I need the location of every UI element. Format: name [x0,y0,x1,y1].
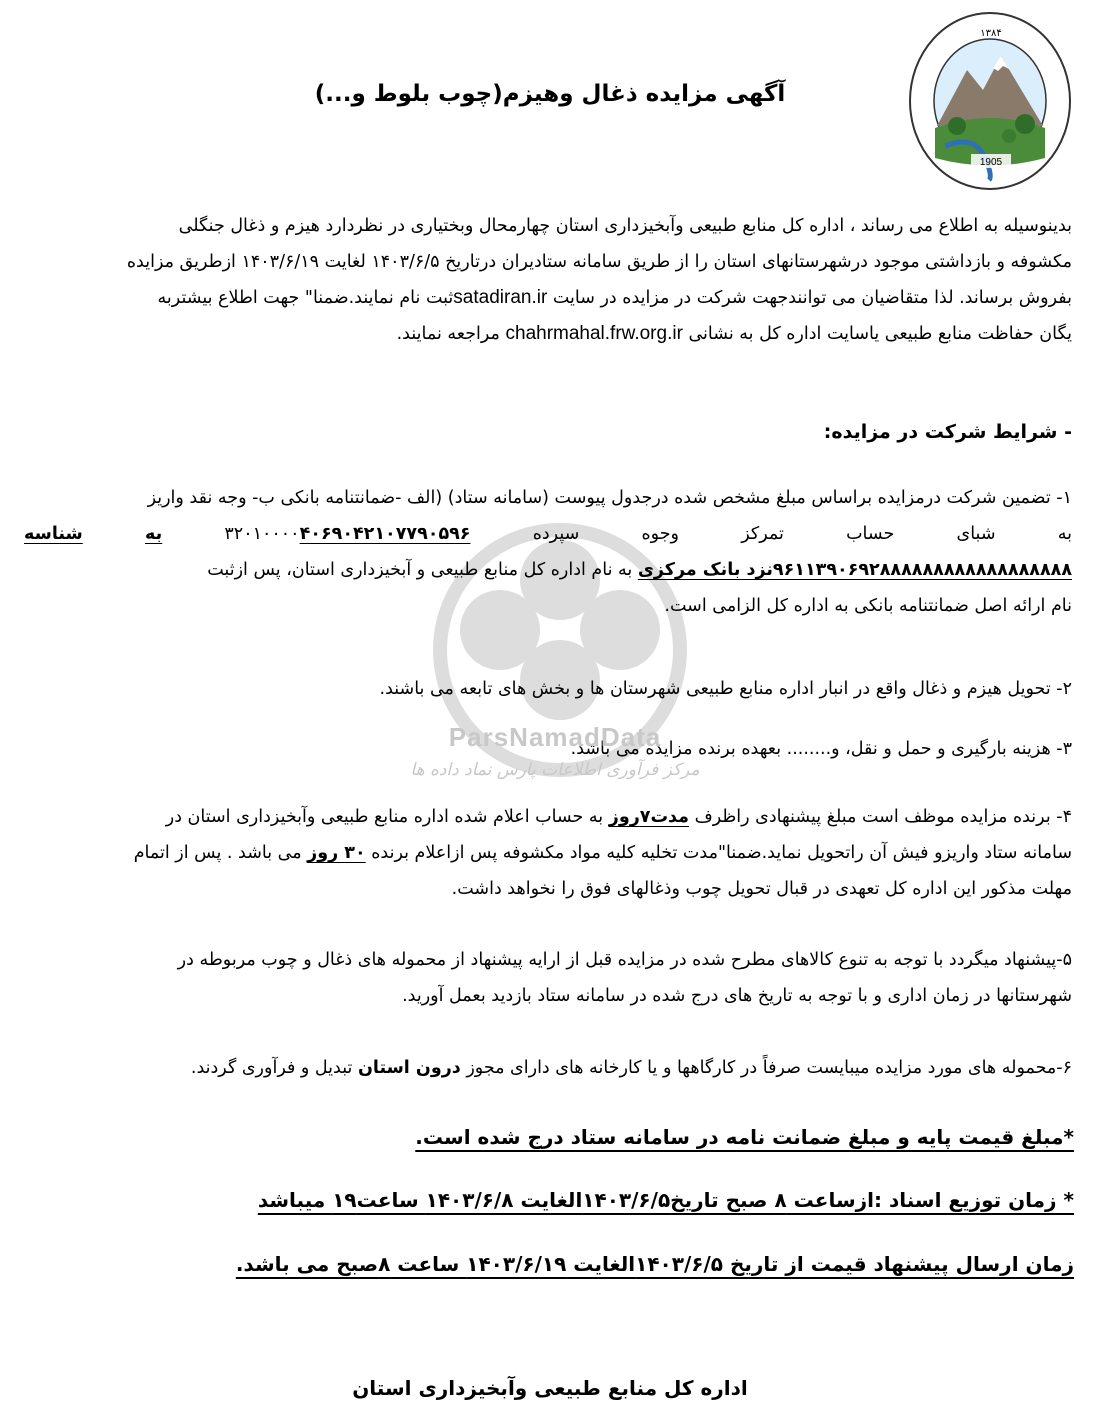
note-document-distribution: * زمان توزیع اسناد :ازساعت ۸ صبح تاریخ۱۴۰۳/۶/۵الغایت ۱۴۰۳/۶/۸ ساعت۱۹ میباشد [257,1188,1074,1212]
item1-line-4: نام ارائه اصل ضمانتنامه بانکی به اداره کل الزامی است. [664,596,1072,616]
sheba-account-number [224,516,470,552]
sheba-part-plain: ۳۲۰۱۰۰۰۰ [224,524,300,544]
item6-text-c: تبدیل و فرآوری گردند. [190,1058,358,1078]
condition-item-1 [24,480,1072,624]
condition-item-4 [24,799,1072,907]
intro-line-4-end: مراجعه نمایند. [396,324,506,344]
item1-word-1: به [1057,524,1072,544]
watermark-brand: ParsNamadData [448,722,662,752]
item1-word-7: به [144,524,163,544]
item1-word-8: شناسه [24,524,83,544]
item4-line-3: مهلت مذکور این اداره کل تعهدی در قبال تحویل چوب وذغالهای فوق را نخواهد داشت. [451,879,1072,899]
condition-item-3: ۳- هزینه بارگیری و حمل و نقل، و........ بعهده برنده مزایده می باشد. [570,739,1072,759]
conditions-heading: - شرایط شرکت در مزایده: [823,421,1072,443]
item4-text-a: ۴- برنده مزایده موظف است مبلغ پیشنهادی راظرف [689,807,1072,827]
item6-in-province: درون استان [357,1058,461,1078]
intro-line-4 [24,316,1072,352]
satadiran-link[interactable]: satadiran.ir [453,287,548,308]
intro-paragraph [24,208,1072,352]
intro-line-2: مکشوفه و بازداشتی موجود درشهرستانهای استان را از طریق سامانه ستادیران درتاریخ ۱۴۰۳/۶/۵ لغایت ۱۴۰۳/۶/۱۹ ازطریق مزایده [126,252,1072,272]
condition-item-6 [24,1050,1072,1086]
item4-deadline-7-days: مدت۷روز [608,807,689,827]
intro-line-3-start: بفروش برساند. لذا متقاضیان می توانندجهت شرکت در مزایده در سایت [547,288,1072,308]
watermark-tagline: مرکز فرآوری اطلاعات پارس نماد داده ها [410,760,700,780]
condition-item-2: ۲- تحویل هیزم و ذغال واقع در انبار اداره منابع طبیعی شهرستان ها و بخش های تابعه می باشند. [379,679,1072,699]
item1-word-4: تمرکز [741,524,784,544]
item4-line-2-a: سامانه ستاد واریزو فیش آن راتحویل نماید.ضمنا"مدت تخلیه کلیه مواد مکشوفه پس ازاعلام برنده [365,843,1072,863]
item1-word-3: حساب [846,524,895,544]
condition-item-5 [24,942,1072,1014]
item4-deadline-30-days: ۳۰ روز [307,843,366,863]
item4-line-1 [24,799,1072,835]
organization-logo [905,8,1075,194]
logo-year-en: 1905 [979,157,1003,168]
intro-line-3 [24,280,1072,316]
chahrmahal-site-link[interactable]: chahrmahal.frw.org.ir [505,323,683,344]
item5-line-1: ۵-پیشنهاد میگردد با توجه به تنوع کالاهای مطرح شده در مزایده قبل از ارایه پیشنهاد از محموله های ذغال و چوب مربوطه در [177,950,1072,970]
page-title: آگهی مزایده ذغال وهیزم(چوب بلوط و...) [314,81,786,107]
item1-word-5: وجوه [641,524,679,544]
note-base-price: *مبلغ قیمت پایه و مبلغ ضمانت نامه در سامانه ستاد درج شده است. [415,1125,1074,1149]
item1-line-3 [24,552,1072,588]
logo-year-fa: ۱۳۸۴ [980,28,1002,39]
intro-line-3-end: ثبت نام نمایند.ضمنا" جهت اطلاع بیشتربه [157,288,454,308]
item1-line-1: ۱- تضمین شرکت درمزایده براساس مبلغ مشخص شده درجدول پیوست (سامانه ستاد) (الف -ضمانتنامه بانکی ب- وجه نقد واریز [147,488,1072,508]
item1-line-3-rest: به نام اداره کل منابع طبیعی و آبخیزداری استان، پس ازثبت [207,560,638,580]
item5-line-2: شهرستانها در زمان اداری و با توجه به تاریخ های درج شده در سامانه ستاد بازدید بعمل آورید. [402,986,1072,1006]
intro-line-4-start: یگان حفاظت منابع طبیعی یاسایت اداره کل به نشانی [682,324,1072,344]
item6-text-a: ۶-محموله های مورد مزایده میبایست صرفاً در کارگاهها و یا کارخانه های دارای مجوز [460,1058,1072,1078]
item1-word-2: شبای [956,524,996,544]
item4-text-c: به حساب اعلام شده اداره منابع طبیعی وآبخیزداری استان در [165,807,609,827]
note-bid-submission: زمان ارسال پیشنهاد قیمت از تاریخ ۱۴۰۳/۶/۵الغایت ۱۴۰۳/۶/۱۹ ساعت ۸صبح می باشد. [235,1252,1074,1276]
payment-id: ۹۶۱۱۳۹۰۶۹۲۸۸۸۸۸۸۸۸۸۸۸۸۸۸۸۸۸۸نزد بانک مرکزی [637,560,1072,580]
item4-line-2-c: می باشد . پس از اتمام [133,843,308,863]
logo-emblem-icon [905,8,1075,194]
footer-signature: اداره کل منابع طبیعی وآبخیزداری استان [352,1376,748,1400]
sheba-part-bold: ۴۰۶۹۰۴۲۱۰۷۷۹۰۵۹۶ [299,524,471,544]
item1-word-6: سپرده [532,524,580,544]
intro-line-1: بدینوسیله به اطلاع می رساند ، اداره کل منابع طبیعی وآبخیزداری استان چهارمحال وبختیاری در نظردارد هیزم و ذغال جنگلی [178,216,1072,236]
item4-line-2 [24,835,1072,871]
item1-line-2 [24,516,1072,552]
